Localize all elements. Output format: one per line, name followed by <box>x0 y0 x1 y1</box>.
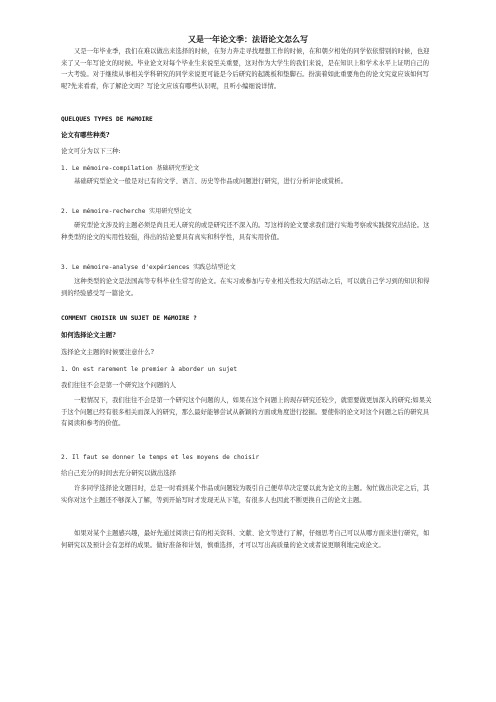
section2-heading-fr: COMMENT CHOISIR UN SUJET DE MéMOIRE ? <box>61 315 197 322</box>
type3-body: 这种类型的论文是法国高等专科毕业生常写的论文。在实习或参加与专业相关性较大的活动之后，可以就自己学习到的知识和得到的经验感受写一篇论文。 <box>61 278 430 297</box>
point1-title-cn: 我们往往不会是第一个研究这个问题的人 <box>61 381 177 389</box>
type1-body: 基础研究型论文一般是对已有的文学、语言、历史等作品或问题进行研究，进行分析评论或赏析。 <box>74 178 347 185</box>
type2-title: 2. Le mémoire-recherche 实用研究型论文 <box>61 208 192 215</box>
article-title: 又是一年论文季：法语论文怎么写 <box>188 35 308 44</box>
section2-lead: 选择论文主题的时候要注意什么? <box>61 348 154 356</box>
section1-heading-fr: QUELQUES TYPES DE MéMOIRE <box>61 116 153 123</box>
type1-title: 1. Le mémoire-compilation 基础研究型论文 <box>61 165 200 172</box>
section1-lead: 论文可分为以下三种: <box>61 147 121 155</box>
section2-heading-cn: 如何选择论文主题? <box>61 331 116 339</box>
type3-title: 3. Le mémoire-analyse d'expériences 实践总结型论文 <box>61 264 236 271</box>
section1-heading-cn: 论文有哪些种类? <box>61 131 110 139</box>
type2-body: 研究型论文涉及的主题必须是尚且无人研究的或是研究还不深入的。写这样的论文要求我们进行实地考察或实践探究出结论。这种类型的论文的实用性较强，得出的结论要具有真实和科学性，具有实用价值。 <box>61 222 430 241</box>
point2-title-cn: 给自己充分的时间去充分研究以做出选择 <box>61 469 177 477</box>
point2-body-1: 许多同学选择论文题目时，总是一时看到某个作品或问题较为吸引自己便草草决定要以此为论文的主题。匆忙做出决定之后，其实你对这个主题还不够深入了解，等到开始写时才发现无从下笔，有很多人也因此不断更换自己的论文主题。 <box>61 485 430 504</box>
point2-body-2: 如果对某个主题感兴趣，最好先通过阅读已有的相关资料、文献、论文等进行了解，仔细思考自己可以从哪方面来进行研究，如何研究以及预计会有怎样的成果。做好准备和计划，慎重选择，才可以写出高质量的论文或者说更顺利地完成论文。 <box>61 530 430 549</box>
point1-body: 一般情况下，我们往往不会是第一个研究这个问题的人，如果在这个问题上的现存研究还较少，就需要做更加深入的研究;如果关于这个问题已经有很多相关而深入的研究，那么最好能够尝试从新颖的方面或角度进行挖掘。要使你的论文对这个问题之后的研究具有阅读和参考的价值。 <box>61 397 432 427</box>
point1-title-fr: 1. On est rarement le premier à aborder un sujet <box>61 366 238 373</box>
intro-paragraph: 又是一年毕业季，我们在难以做出来选择的时候，在努力奔走寻找理想工作的时候，在和朝夕相处的同学依依惜别的时候，也迎来了又一年写论文的时候。毕业论文对每个毕业生来说至关重要，这对作为大学生的我们来说，是在知识上和学术水平上证明自己的一大考验。对于继续从事相关学科研究的同学来说更可能是今后研究的起跳板和垫脚石。扮演着如此重要角色的论文究竟应该如何写呢?先来看看，你了解论文吗？写论文应该有哪些认识呢，且听小编细说详情。 <box>61 48 430 90</box>
point2-title-fr: 2. Il faut se donner le temps et les moyens de choisir <box>61 454 260 461</box>
